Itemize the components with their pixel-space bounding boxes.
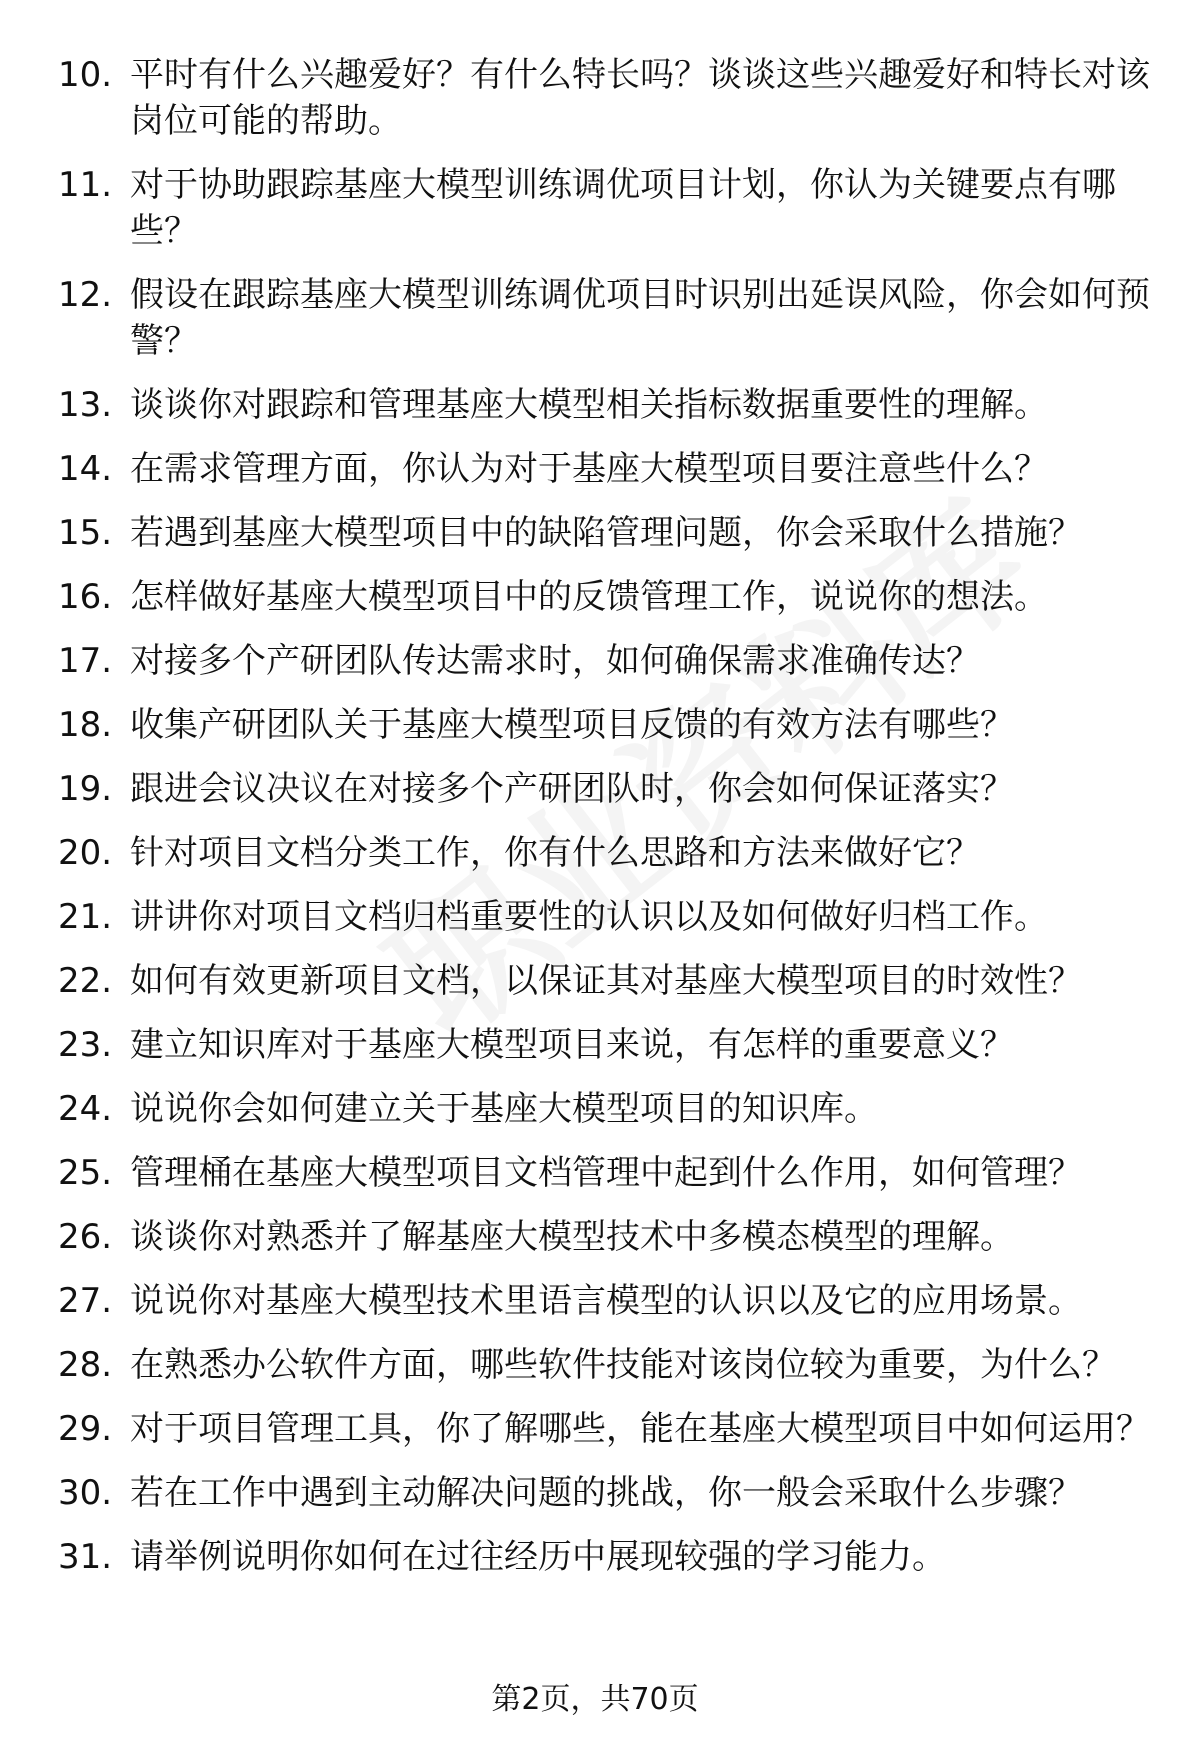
question-text: 平时有什么兴趣爱好？有什么特长吗？谈谈这些兴趣爱好和特长对该岗位可能的帮助。 [130,55,1150,141]
question-number: 13. [58,385,113,425]
question-text: 请举例说明你如何在过往经历中展现较强的学习能力。 [130,1537,946,1577]
question-text: 管理桶在基座大模型项目文档管理中起到什么作用，如何管理？ [130,1153,1082,1193]
list-item [58,702,1158,748]
question-text: 针对项目文档分类工作，你有什么思路和方法来做好它？ [130,833,980,873]
question-text: 如何有效更新项目文档，以保证其对基座大模型项目的时效性？ [130,961,1082,1001]
question-number: 10. [58,55,113,95]
list-item [58,382,1158,428]
list-item [58,446,1158,492]
question-number: 16. [58,577,113,617]
list-item [58,894,1158,940]
list-item [58,1278,1158,1324]
question-text: 谈谈你对跟踪和管理基座大模型相关指标数据重要性的理解。 [130,385,1048,425]
list-item [58,958,1158,1004]
question-text: 说说你对基座大模型技术里语言模型的认识以及它的应用场景。 [130,1281,1082,1321]
question-number: 31. [58,1537,113,1577]
list-item [58,1022,1158,1068]
question-number: 18. [58,705,113,745]
question-text: 在熟悉办公软件方面，哪些软件技能对该岗位较为重要，为什么？ [130,1345,1116,1385]
question-list [58,52,1158,1598]
question-text: 怎样做好基座大模型项目中的反馈管理工作，说说你的想法。 [130,577,1048,617]
question-number: 25. [58,1153,113,1193]
question-number: 27. [58,1281,113,1321]
question-text: 收集产研团队关于基座大模型项目反馈的有效方法有哪些？ [130,705,1014,745]
list-item [58,830,1158,876]
question-text: 谈谈你对熟悉并了解基座大模型技术中多模态模型的理解。 [130,1217,1014,1257]
list-item [58,162,1158,254]
list-item [58,510,1158,556]
question-number: 17. [58,641,113,681]
list-item [58,52,1158,144]
list-item [58,1534,1158,1580]
question-number: 28. [58,1345,113,1385]
question-text: 若在工作中遇到主动解决问题的挑战，你一般会采取什么步骤？ [130,1473,1082,1513]
list-item [58,1214,1158,1260]
question-text: 跟进会议决议在对接多个产研团队时，你会如何保证落实？ [130,769,1014,809]
question-number: 23. [58,1025,113,1065]
question-number: 19. [58,769,113,809]
question-text: 假设在跟踪基座大模型训练调优项目时识别出延误风险，你会如何预警？ [130,275,1150,361]
question-number: 11. [58,165,113,205]
list-item [58,1150,1158,1196]
question-number: 21. [58,897,113,937]
question-number: 22. [58,961,113,1001]
list-item [58,1406,1158,1452]
question-text: 若遇到基座大模型项目中的缺陷管理问题，你会采取什么措施？ [130,513,1082,553]
question-text: 对于协助跟踪基座大模型训练调优项目计划，你认为关键要点有哪些？ [130,165,1116,251]
question-text: 建立知识库对于基座大模型项目来说，有怎样的重要意义？ [130,1025,1014,1065]
question-text: 说说你会如何建立关于基座大模型项目的知识库。 [130,1089,878,1129]
list-item [58,272,1158,364]
question-number: 24. [58,1089,113,1129]
question-number: 15. [58,513,113,553]
page-indicator: 第2页，共70页 [491,1682,699,1717]
list-item [58,574,1158,620]
question-text: 在需求管理方面，你认为对于基座大模型项目要注意些什么？ [130,449,1048,489]
question-number: 29. [58,1409,113,1449]
list-item [58,766,1158,812]
list-item [58,1470,1158,1516]
question-number: 30. [58,1473,113,1513]
question-text: 讲讲你对项目文档归档重要性的认识以及如何做好归档工作。 [130,897,1048,937]
list-item [58,1086,1158,1132]
question-text: 对接多个产研团队传达需求时，如何确保需求准确传达？ [130,641,980,681]
question-number: 12. [58,275,113,315]
question-text: 对于项目管理工具，你了解哪些，能在基座大模型项目中如何运用？ [130,1409,1150,1449]
question-number: 14. [58,449,113,489]
question-number: 26. [58,1217,113,1257]
question-number: 20. [58,833,113,873]
list-item [58,638,1158,684]
list-item [58,1342,1158,1388]
